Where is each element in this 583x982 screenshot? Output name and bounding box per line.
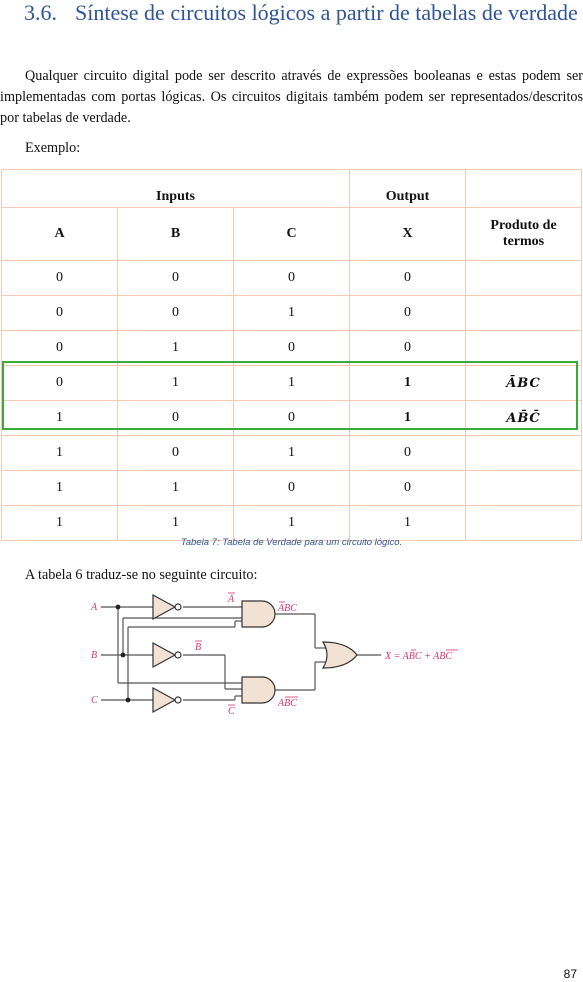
table-row xyxy=(2,296,582,331)
column-header-row xyxy=(2,208,582,261)
not-gate-c xyxy=(153,688,181,712)
cell-c: 0 xyxy=(234,331,350,366)
cell-b: 1 xyxy=(118,331,234,366)
cell-c: 1 xyxy=(234,296,350,331)
cell-a: 0 xyxy=(2,331,118,366)
circuit-intro: A tabela 6 traduz-se no seguinte circuito: xyxy=(25,567,258,583)
cell-c: 0 xyxy=(234,471,350,506)
table-row xyxy=(2,366,582,401)
empty-header xyxy=(466,170,582,208)
table-row xyxy=(2,261,582,296)
cell-a: 1 xyxy=(2,401,118,436)
truth-table xyxy=(1,169,582,541)
and-gate-2 xyxy=(242,677,275,703)
cell-c: 0 xyxy=(234,401,350,436)
page-number: 87 xyxy=(563,967,577,981)
or-gate xyxy=(323,642,357,668)
example-label: Exemplo: xyxy=(25,140,81,156)
and-gate-1 xyxy=(242,601,275,627)
cell-a: 1 xyxy=(2,436,118,471)
input-label-a: A xyxy=(91,602,98,613)
table-row xyxy=(2,506,582,541)
cell-b: 0 xyxy=(118,261,234,296)
cell-x: 1 xyxy=(350,401,466,436)
c-not-label: C xyxy=(228,706,235,717)
cell-b: 0 xyxy=(118,436,234,471)
b-not-label: B xyxy=(195,642,202,653)
cell-c: 1 xyxy=(234,506,350,541)
col-a-header: A xyxy=(2,208,118,261)
a-not-label: A xyxy=(228,594,235,605)
cell-product xyxy=(466,506,582,541)
table-row xyxy=(2,436,582,471)
cell-x: 0 xyxy=(350,261,466,296)
not-gate-b xyxy=(153,643,181,667)
group-header-row xyxy=(2,170,582,208)
cell-a: 1 xyxy=(2,471,118,506)
cell-a: 0 xyxy=(2,296,118,331)
cell-product xyxy=(466,436,582,471)
section-title: Síntese de circuitos lógicos a partir de tabelas de verdade xyxy=(75,0,578,25)
cell-b: 1 xyxy=(118,366,234,401)
cell-x: 0 xyxy=(350,436,466,471)
logic-circuit-diagram xyxy=(85,592,475,720)
table-caption: Tabela 7: Tabela de Verdade para um circuito lógico. xyxy=(180,537,403,548)
cell-b: 1 xyxy=(118,471,234,506)
output-expression: X = ABC + ABC xyxy=(385,651,453,662)
cell-c: 0 xyxy=(234,261,350,296)
cell-product xyxy=(466,471,582,506)
col-c-header: C xyxy=(234,208,350,261)
cell-x: 0 xyxy=(350,331,466,366)
cell-c: 1 xyxy=(234,366,350,401)
input-label-b: B xyxy=(91,650,98,661)
input-label-c: C xyxy=(91,695,98,706)
and1-output-label: ABC xyxy=(278,603,297,614)
cell-x: 0 xyxy=(350,471,466,506)
col-product-header: Produto de termos xyxy=(466,208,582,261)
cell-product: AB̄C̄ xyxy=(466,401,582,436)
cell-x: 0 xyxy=(350,296,466,331)
section-number: 3.6. xyxy=(24,0,57,25)
table-row xyxy=(2,331,582,366)
table-row xyxy=(2,471,582,506)
intro-paragraph: Qualquer circuito digital pode ser descrito através de expressões booleanas e estas podem ser implementadas com portas lógicas. Os circuitos digitais também podem ser representados/descritos por tabelas de verdade. xyxy=(0,68,583,126)
cell-a: 0 xyxy=(2,366,118,401)
not-gate-a xyxy=(153,595,181,619)
cell-a: 0 xyxy=(2,261,118,296)
col-x-header: X xyxy=(350,208,466,261)
cell-x: 1 xyxy=(350,366,466,401)
table-row xyxy=(2,401,582,436)
output-header: Output xyxy=(350,170,466,208)
cell-product xyxy=(466,261,582,296)
and2-output-label: ABC xyxy=(278,698,297,709)
cell-c: 1 xyxy=(234,436,350,471)
cell-b: 0 xyxy=(118,401,234,436)
cell-a: 1 xyxy=(2,506,118,541)
cell-product: ĀBC xyxy=(466,366,582,401)
cell-product xyxy=(466,296,582,331)
cell-x: 1 xyxy=(350,506,466,541)
inputs-header: Inputs xyxy=(2,170,350,208)
cell-product xyxy=(466,331,582,366)
col-b-header: B xyxy=(118,208,234,261)
cell-b: 0 xyxy=(118,296,234,331)
cell-b: 1 xyxy=(118,506,234,541)
